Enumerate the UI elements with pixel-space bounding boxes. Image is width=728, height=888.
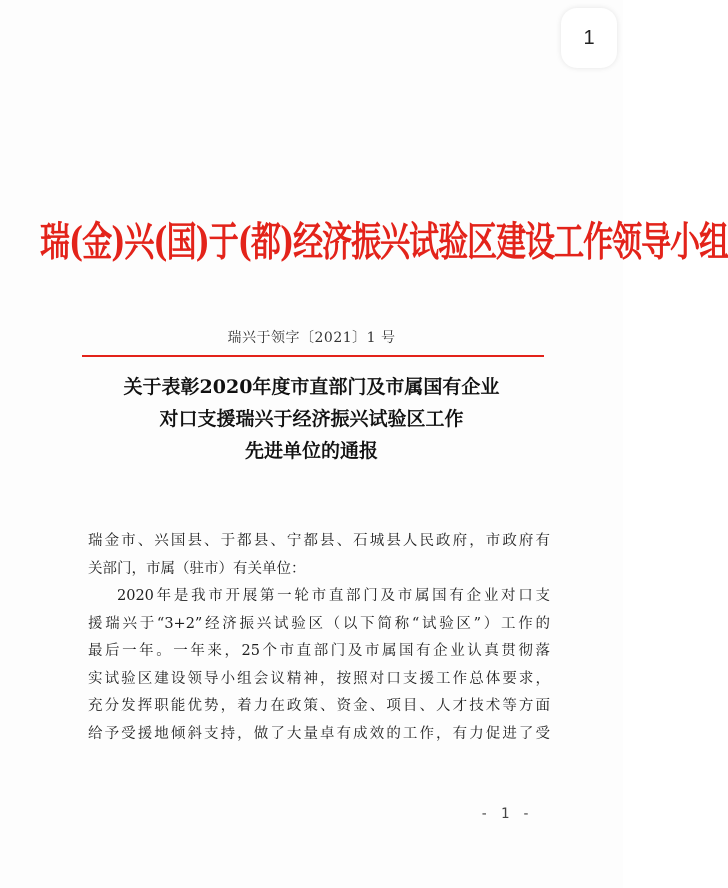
page-indicator-tab[interactable] — [561, 8, 617, 68]
title-line: 先进单位的通报 — [244, 440, 378, 462]
addressee-line: 关部门，市属（驻市）有关单位： — [88, 560, 306, 577]
page-indicator-label: 1 — [583, 26, 595, 49]
issuing-authority-header: 瑞(金)兴(国)于(都)经济振兴试验区建设工作领导小组 — [40, 218, 728, 267]
addressee-line: 瑞金市、兴国县、于都县、宁都县、石城县人民政府，市政府有 — [88, 533, 550, 549]
paragraph-line: 最后一年。一年来，25个市直部门及市属国有企业认真贯彻落 — [88, 643, 550, 659]
document-title — [40, 371, 583, 467]
paragraph-line: 充分发挥职能优势，着力在政策、资金、项目、人才技术等方面 — [88, 698, 550, 714]
paragraph-line: 给予受援地倾斜支持，做了大量卓有成效的工作，有力促进了受 — [88, 725, 550, 742]
paragraph-line: 2020年是我市开展第一轮市直部门及市属国有企业对口支 — [117, 588, 550, 604]
red-divider-line — [82, 355, 544, 357]
page-number: - 1 - — [480, 806, 533, 822]
paragraph-line: 实试验区建设领导小组会议精神，按照对口支援工作总体要求， — [88, 670, 550, 687]
paragraph-line: 援瑞兴于“3+2”经济振兴试验区（以下简称“试验区”）工作的 — [88, 615, 550, 632]
document-body — [88, 528, 550, 748]
document-number: 瑞兴于领字〔2021〕1 号 — [227, 330, 396, 346]
title-line: 对口支援瑞兴于经济振兴试验区工作 — [159, 408, 464, 430]
title-line: 关于表彰2020年度市直部门及市属国有企业 — [123, 376, 500, 398]
